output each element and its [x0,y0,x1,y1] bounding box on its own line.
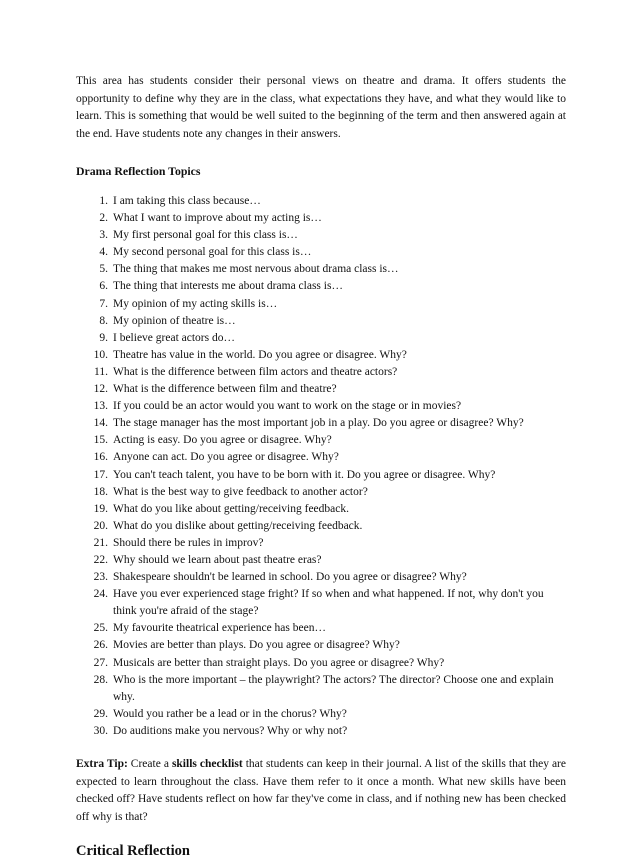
extra-tip-bold-phrase: skills checklist [171,758,243,770]
list-item-text: You can't teach talent, you have to be born with it. Do you agree or disagree. Why? [113,468,496,481]
list-item-text: My first personal goal for this class is… [113,229,298,242]
list-item [76,620,566,637]
topics-list [76,193,566,740]
list-item-text: My second personal goal for this class is… [113,246,312,259]
list-item [76,330,566,347]
list-item-number: 21. [93,536,108,549]
list-item [76,432,566,449]
list-item-number: 2. [99,212,108,225]
list-item [76,586,566,620]
list-item-text: Who is the more important – the playwright? The actors? The director? Choose one and explain why. [113,673,554,703]
list-item-text: If you could be an actor would you want to work on the stage or in movies? [113,400,462,413]
list-item-text: My favourite theatrical experience has been… [113,622,326,635]
extra-tip-label: Extra Tip: [76,758,128,770]
extra-tip-paragraph [76,756,566,826]
list-item-number: 28. [93,673,108,686]
list-item-number: 14. [93,417,108,430]
list-item-text: Theatre has value in the world. Do you agree or disagree. Why? [113,348,407,361]
list-item-number: 19. [93,502,108,515]
list-item-number: 3. [99,229,108,242]
list-item-number: 4. [99,246,108,259]
list-item-text: Would you rather be a lead or in the chorus? Why? [113,707,347,720]
list-item-number: 23. [93,571,108,584]
list-item-text: Acting is easy. Do you agree or disagree. Why? [113,434,332,447]
list-item-text: Why should we learn about past theatre eras? [113,553,322,566]
list-item-number: 5. [99,263,108,276]
list-item [76,398,566,415]
list-item [76,449,566,466]
list-item [76,278,566,295]
document-page [76,73,566,860]
list-item [76,381,566,398]
list-item [76,261,566,278]
list-item-number: 12. [93,383,108,396]
list-item [76,296,566,313]
list-item-text: My opinion of my acting skills is… [113,297,278,310]
list-item [76,244,566,261]
list-item [76,227,566,244]
extra-tip-text-after: that students can keep in their journal. A list of the skills that they are expected to learn throughout the class. Have them refer to it once a month. What new skills have been checked off? Have students reflect on how far they've come in class, and if nothing new has been checked off why is that? [76,758,566,823]
list-item-number: 25. [93,622,108,635]
list-item-text: Musicals are better than straight plays. Do you agree or disagree? Why? [113,656,445,669]
list-item-number: 16. [93,451,108,464]
list-item-text: Anyone can act. Do you agree or disagree. Why? [113,451,339,464]
list-item [76,569,566,586]
list-item [76,501,566,518]
list-item-text: Do auditions make you nervous? Why or why not? [113,724,348,737]
list-item-number: 24. [93,588,108,601]
list-item-text: What do you dislike about getting/receiving feedback. [113,519,363,532]
list-item-text: Should there be rules in improv? [113,536,264,549]
list-item-text: Have you ever experienced stage fright? If so when and what happened. If not, why don't you think you're afraid of the stage? [113,588,544,618]
list-item-text: Shakespeare shouldn't be learned in school. Do you agree or disagree? Why? [113,571,467,584]
list-item-number: 8. [99,314,108,327]
list-item-text: What is the difference between film and theatre? [113,383,337,396]
list-item-text: What is the best way to give feedback to another actor? [113,485,368,498]
list-item-number: 13. [93,400,108,413]
list-item-text: The stage manager has the most important job in a play. Do you agree or disagree? Why? [113,417,524,430]
list-item-number: 15. [93,434,108,447]
list-item-number: 10. [93,348,108,361]
section-heading-drama-reflection-topics: Drama Reflection Topics [76,164,201,178]
list-item [76,655,566,672]
list-item-number: 17. [93,468,108,481]
list-item [76,672,566,706]
intro-paragraph: This area has students consider their personal views on theatre and drama. It offers students the opportunity to define why they are in the class, what expectations they have, and what they would like to learn. This is something that would be well suited to the beginning of the term and then answered again at the end. Have students note any changes in their answers. [76,75,566,140]
list-item-number: 26. [93,639,108,652]
extra-tip-text-before: Create a [127,758,172,770]
list-item-number: 30. [93,724,108,737]
list-item-text: My opinion of theatre is… [113,314,236,327]
list-item [76,535,566,552]
list-item [76,552,566,569]
list-item [76,193,566,210]
list-item-text: What do you like about getting/receiving feedback. [113,502,349,515]
list-item-number: 9. [99,331,108,344]
list-item-number: 22. [93,553,108,566]
list-item-number: 18. [93,485,108,498]
list-item-number: 6. [99,280,108,293]
list-item [76,723,566,740]
list-item [76,210,566,227]
list-item-text: I believe great actors do… [113,331,235,344]
list-item-text: Movies are better than plays. Do you agree or disagree? Why? [113,639,400,652]
list-item [76,637,566,654]
list-item-number: 27. [93,656,108,669]
list-item-text: I am taking this class because… [113,195,261,207]
list-item-number: 1. [99,195,108,207]
list-item-text: The thing that makes me most nervous about drama class is… [113,263,399,276]
list-item-number: 7. [99,297,108,310]
list-item-text: The thing that interests me about drama class is… [113,280,343,293]
list-item-text: What is the difference between film actors and theatre actors? [113,365,398,378]
list-item [76,364,566,381]
list-item-number: 11. [94,365,108,378]
list-item [76,467,566,484]
section-heading-critical-reflection: Critical Reflection [76,843,190,859]
list-item-text: What I want to improve about my acting is… [113,212,322,225]
list-item-number: 20. [93,519,108,532]
list-item [76,484,566,501]
list-item [76,415,566,432]
list-item [76,313,566,330]
list-item [76,347,566,364]
list-item [76,518,566,535]
list-item [76,706,566,723]
list-item-number: 29. [93,707,108,720]
